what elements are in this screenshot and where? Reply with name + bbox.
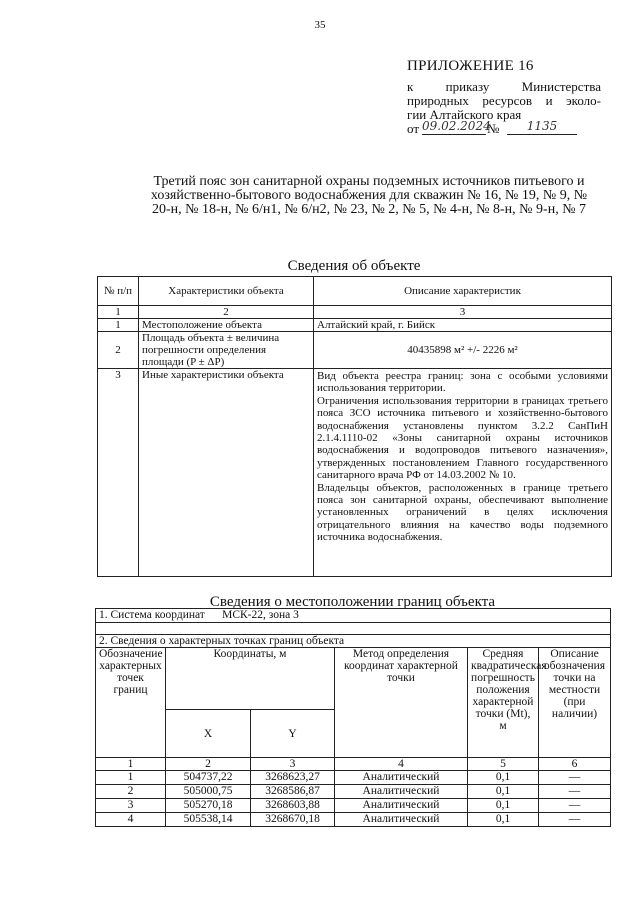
- header-method: Метод определения координат характерной точки: [335, 648, 468, 758]
- point-method: Аналитический: [335, 771, 468, 785]
- table-header-row: [98, 277, 612, 306]
- table-header-row: [96, 648, 611, 710]
- description-paragraph: Владельцы объектов, расположенных в границе третьего пояса зон санитарной охраны, обеспечивают выполнение установленных ограничений в целях исключения отрицательного влияния на качество воды подземного источника водоснабжения.: [317, 481, 608, 544]
- column-number: 5: [468, 758, 539, 771]
- row-characteristic: Площадь объекта ± величина погрешности определения площади (P ± ΔP): [139, 332, 314, 369]
- row-characteristic: Местоположение объекта: [139, 319, 314, 332]
- coord-system-value: МСК-22, зона 3: [222, 609, 299, 621]
- column-number: 6: [539, 758, 611, 771]
- row-characteristic: Иные характеристики объекта: [139, 369, 314, 577]
- point-desc: —: [539, 813, 611, 827]
- point-method: Аналитический: [335, 813, 468, 827]
- point-y: 3268670,18: [251, 813, 335, 827]
- row-description: [314, 369, 612, 577]
- header-x: X: [166, 710, 251, 758]
- spacer-row: [96, 623, 611, 635]
- row-value: 40435898 м² +/- 2226 м²: [314, 332, 612, 369]
- point-mt: 0,1: [468, 799, 539, 813]
- order-line-1: к приказу Министерства: [407, 79, 601, 94]
- point-x: 505538,14: [166, 813, 251, 827]
- table-row: [96, 785, 611, 799]
- point-id: 4: [96, 813, 166, 827]
- point-y: 3268603,88: [251, 799, 335, 813]
- page-number: 35: [314, 19, 326, 31]
- point-method: Аналитический: [335, 799, 468, 813]
- column-number: 4: [335, 758, 468, 771]
- point-x: 505000,75: [166, 785, 251, 799]
- document-title: Третий пояс зон санитарной охраны подземных источников питьевого и хозяйственно-бытового водоснабжения для скважин № 16, № 19, № 9, № 20-н, № 18-н, № 6/н1, № 6/н2, № 23, № 2, № 5, № 4-н, № 8-н, № 9-н, № 7: [150, 174, 588, 217]
- column-number: 2: [139, 306, 314, 319]
- point-y: 3268623,27: [251, 771, 335, 785]
- order-line-2: природных ресурсов и эколо-: [407, 93, 601, 108]
- column-number: 1: [96, 758, 166, 771]
- order-line-3: гии Алтайского края: [407, 107, 522, 122]
- column-number: 2: [166, 758, 251, 771]
- table-row: [98, 332, 612, 369]
- location-info-heading: Сведения о местоположении границ объекта: [209, 594, 496, 610]
- column-number-row: [96, 758, 611, 771]
- point-id: 1: [96, 771, 166, 785]
- point-mt: 0,1: [468, 785, 539, 799]
- column-number: 1: [98, 306, 139, 319]
- table-row: [96, 799, 611, 813]
- row-num: 2: [98, 332, 139, 369]
- header-designation: Обозначение характерных точек границ: [96, 648, 166, 758]
- point-method: Аналитический: [335, 785, 468, 799]
- boundary-points-table: [95, 608, 611, 827]
- point-mt: 0,1: [468, 771, 539, 785]
- description-paragraph: Вид объекта реестра границ: зона с особыми условиями использования территории.: [317, 370, 608, 395]
- header-characteristics: Характеристики объекта: [139, 277, 314, 306]
- column-number: 3: [251, 758, 335, 771]
- row-value: Алтайский край, г. Бийск: [314, 319, 612, 332]
- coord-system-row: [96, 609, 611, 623]
- header-description: Описание характеристик: [314, 277, 612, 306]
- number-label: №: [487, 121, 500, 136]
- handwritten-date: 09.02.2024: [422, 119, 491, 133]
- point-x: 505270,18: [166, 799, 251, 813]
- spacer-cell: [96, 623, 611, 635]
- table-row: [96, 771, 611, 785]
- header-coords: Координаты, м: [166, 648, 335, 710]
- point-y: 3268586,87: [251, 785, 335, 799]
- point-id: 2: [96, 785, 166, 799]
- column-number: 3: [314, 306, 612, 319]
- point-id: 3: [96, 799, 166, 813]
- point-desc: —: [539, 785, 611, 799]
- point-mt: 0,1: [468, 813, 539, 827]
- point-x: 504737,22: [166, 771, 251, 785]
- header-num: № п/п: [98, 277, 139, 306]
- row-num: 1: [98, 319, 139, 332]
- point-desc: —: [539, 799, 611, 813]
- coord-system: [96, 609, 611, 623]
- header-marking: Описание обозначения точки на местности (при наличии): [539, 648, 611, 758]
- points-label: 2. Сведения о характерных точках границ объекта: [96, 635, 611, 648]
- object-info-heading: Сведения об объекте: [287, 258, 421, 274]
- point-desc: —: [539, 771, 611, 785]
- order-date-number: [407, 119, 601, 138]
- object-info-table: [97, 276, 612, 577]
- coord-system-label: 1. Система координат: [99, 609, 205, 621]
- handwritten-number: 1135: [507, 119, 577, 135]
- from-label: от: [407, 121, 420, 136]
- description-paragraph: Ограничения использования территории в границах третьего пояса ЗСО источника питьевого и хозяйственно-бытового водоснабжения установлены пунктом 3.2.2 СанПиН 2.1.4.1110-02 «Зоны санитарной охраны источников водоснабжения и водопроводов питьевого назначения», утвержденных постановлением Главного государственного санитарного врача РФ от 14.03.2002 № 10.: [317, 394, 608, 482]
- table-row: [96, 813, 611, 827]
- order-reference: [407, 80, 601, 138]
- points-label-row: [96, 635, 611, 648]
- table-row: [98, 369, 612, 577]
- row-num: 3: [98, 369, 139, 577]
- appendix-title: ПРИЛОЖЕНИЕ 16: [407, 58, 534, 74]
- table-row: [98, 319, 612, 332]
- header-error: Средняя квадратическая погрешность положения характерной точки (Mt), м: [468, 648, 539, 758]
- column-number-row: [98, 306, 612, 319]
- header-y: Y: [251, 710, 335, 758]
